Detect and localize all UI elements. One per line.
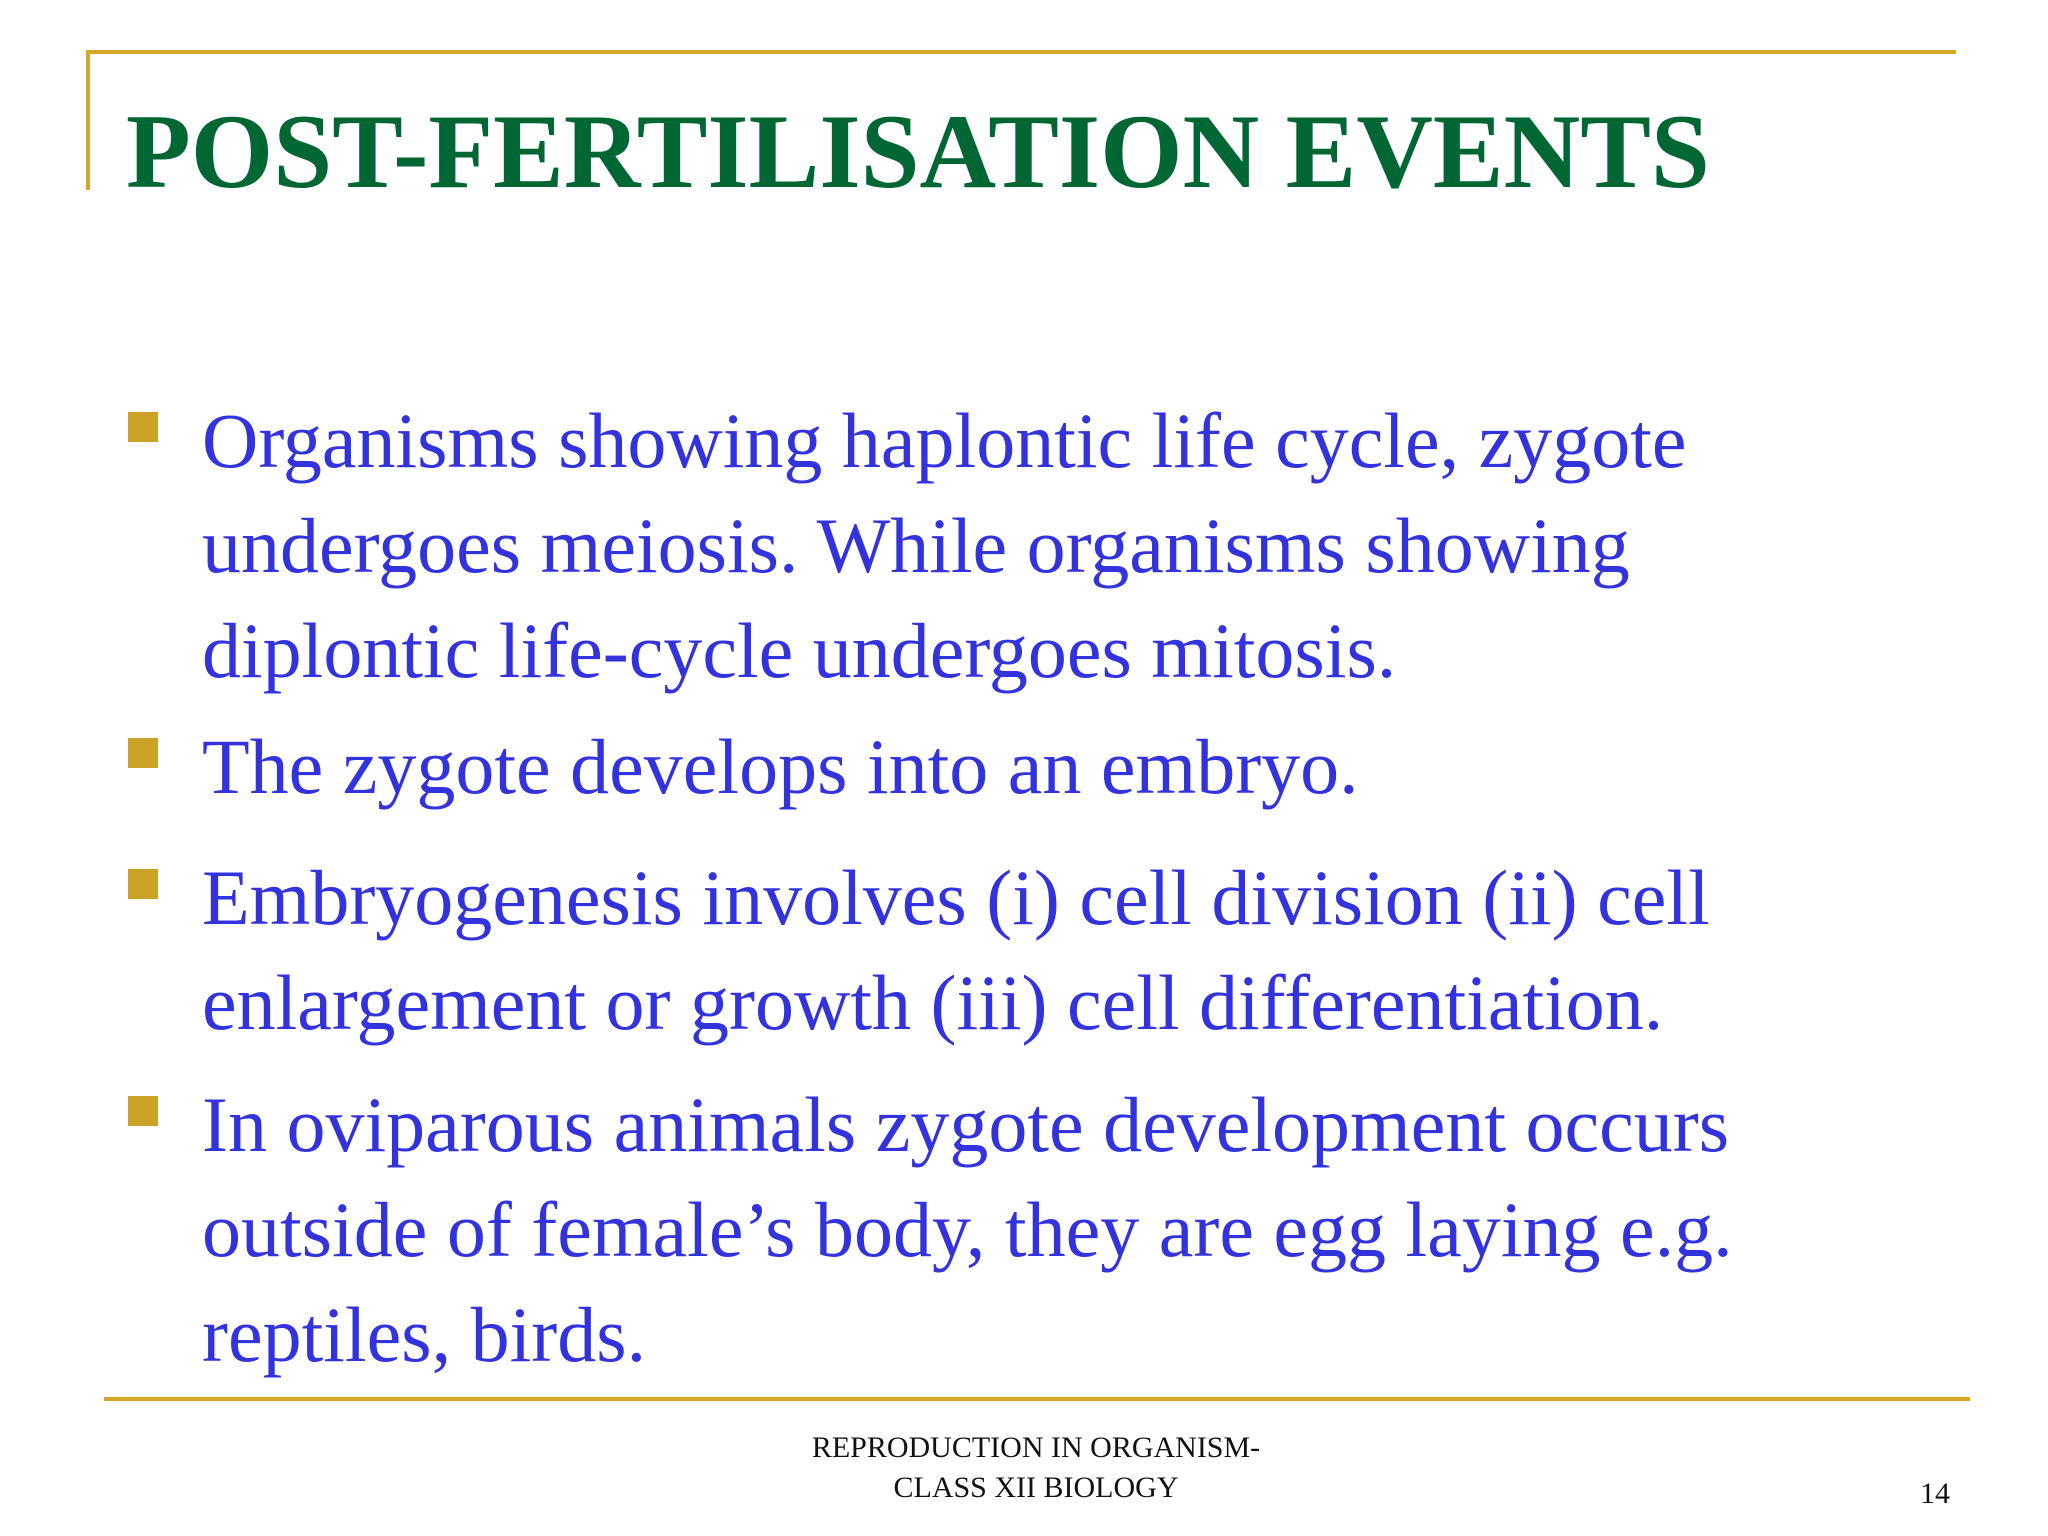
bullet-text: Organisms showing haplontic life cycle, zygote undergoes meiosis. While organisms showing diplontic life-cycle undergoes mitosis. bbox=[202, 397, 1687, 694]
footer-line-1: REPRODUCTION IN ORGANISM- bbox=[811, 1431, 1261, 1464]
footer-line-2: CLASS XII BIOLOGY bbox=[893, 1471, 1179, 1504]
bullet-text: Embryogenesis involves (i) cell division (ii) cell enlargement or growth (iii) cell differentiation. bbox=[202, 854, 1710, 1046]
slide-footer bbox=[736, 1428, 1336, 1508]
page-number: 14 bbox=[1920, 1477, 1950, 1510]
square-bullet-icon bbox=[128, 412, 158, 442]
bullet-text: In oviparous animals zygote development occurs outside of female’s body, they are egg laying e.g. reptiles, birds. bbox=[202, 1081, 1733, 1378]
square-bullet-icon bbox=[128, 869, 158, 899]
square-bullet-icon bbox=[128, 1096, 158, 1126]
square-bullet-icon bbox=[128, 738, 158, 768]
bottom-divider bbox=[104, 1397, 1970, 1401]
slide-title: POST-FERTILISATION EVENTS bbox=[126, 93, 1710, 210]
bullet-text: The zygote develops into an embryo. bbox=[202, 723, 1359, 810]
